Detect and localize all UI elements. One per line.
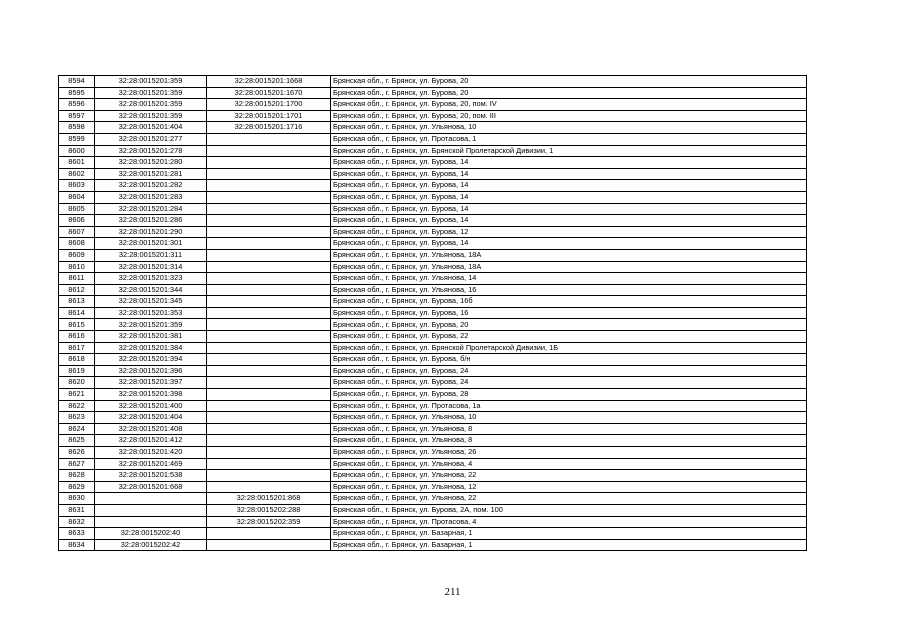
row-number-cell: 8625 (59, 435, 95, 447)
address-cell: Брянская обл., г. Брянск, ул. Бурова, 20 (331, 87, 807, 99)
address-cell: Брянская обл., г. Брянск, ул. Бурова, 24 (331, 365, 807, 377)
table-row (59, 180, 807, 192)
row-number-cell: 8616 (59, 331, 95, 343)
object-cadastral-number-cell (207, 389, 331, 401)
row-number-cell: 8604 (59, 191, 95, 203)
table-row (59, 261, 807, 273)
table-row (59, 423, 807, 435)
object-cadastral-number-cell: 32:28:0015201:1668 (207, 76, 331, 88)
address-cell: Брянская обл., г. Брянск, ул. Бурова, 14 (331, 157, 807, 169)
object-cadastral-number-cell (207, 307, 331, 319)
row-number-cell: 8619 (59, 365, 95, 377)
row-number-cell: 8626 (59, 447, 95, 459)
object-cadastral-number-cell: 32:28:0015201:1716 (207, 122, 331, 134)
cadastral-number-cell: 32:28:0015201:404 (95, 122, 207, 134)
row-number-cell: 8610 (59, 261, 95, 273)
row-number-cell: 8603 (59, 180, 95, 192)
cadastral-number-cell: 32:28:0015201:282 (95, 180, 207, 192)
object-cadastral-number-cell (207, 458, 331, 470)
object-cadastral-number-cell (207, 296, 331, 308)
cadastral-number-cell: 32:28:0015201:404 (95, 412, 207, 424)
address-cell: Брянская обл., г. Брянск, ул. Бурова, 14 (331, 238, 807, 250)
table-row (59, 504, 807, 516)
address-cell: Брянская обл., г. Брянск, ул. Ульянова, 22 (331, 493, 807, 505)
address-cell: Брянская обл., г. Брянск, ул. Бурова, 2А, пом. 100 (331, 504, 807, 516)
table-row (59, 215, 807, 227)
cadastral-number-cell: 32:28:0015201:278 (95, 145, 207, 157)
cadastral-number-cell: 32:28:0015201:301 (95, 238, 207, 250)
address-cell: Брянская обл., г. Брянск, ул. Брянской Пролетарской Дивизии, 1 (331, 145, 807, 157)
row-number-cell: 8605 (59, 203, 95, 215)
object-cadastral-number-cell: 32:28:0015201:1670 (207, 87, 331, 99)
table-row (59, 168, 807, 180)
address-cell: Брянская обл., г. Брянск, ул. Ульянова, 26 (331, 447, 807, 459)
cadastral-number-cell: 32:28:0015201:314 (95, 261, 207, 273)
row-number-cell: 8600 (59, 145, 95, 157)
row-number-cell: 8621 (59, 389, 95, 401)
cadastral-number-cell: 32:28:0015201:396 (95, 365, 207, 377)
address-cell: Брянская обл., г. Брянск, ул. Ульянова, 16 (331, 284, 807, 296)
table-row (59, 435, 807, 447)
object-cadastral-number-cell (207, 226, 331, 238)
row-number-cell: 8634 (59, 539, 95, 551)
address-cell: Брянская обл., г. Брянск, ул. Бурова, 28 (331, 389, 807, 401)
address-cell: Брянская обл., г. Брянск, ул. Бурова, 20 (331, 76, 807, 88)
address-cell: Брянская обл., г. Брянск, ул. Бурова, 24 (331, 377, 807, 389)
address-cell: Брянская обл., г. Брянск, ул. Бурова, 12 (331, 226, 807, 238)
address-cell: Брянская обл., г. Брянск, ул. Базарная, 1 (331, 539, 807, 551)
cadastral-number-cell: 32:28:0015201:344 (95, 284, 207, 296)
cadastral-number-cell (95, 493, 207, 505)
cadastral-number-cell: 32:28:0015201:283 (95, 191, 207, 203)
row-number-cell: 8606 (59, 215, 95, 227)
cadastral-number-cell: 32:28:0015201:384 (95, 342, 207, 354)
cadastral-number-cell: 32:28:0015202:40 (95, 528, 207, 540)
row-number-cell: 8612 (59, 284, 95, 296)
table-row (59, 516, 807, 528)
row-number-cell: 8601 (59, 157, 95, 169)
table-row (59, 354, 807, 366)
cadastral-number-cell: 32:28:0015201:469 (95, 458, 207, 470)
object-cadastral-number-cell (207, 180, 331, 192)
row-number-cell: 8620 (59, 377, 95, 389)
row-number-cell: 8613 (59, 296, 95, 308)
table-row (59, 539, 807, 551)
row-number-cell: 8609 (59, 249, 95, 261)
address-cell: Брянская обл., г. Брянск, ул. Ульянова, 10 (331, 412, 807, 424)
object-cadastral-number-cell: 32:28:0015201:868 (207, 493, 331, 505)
table-row (59, 122, 807, 134)
object-cadastral-number-cell (207, 273, 331, 285)
cadastral-number-cell: 32:28:0015201:284 (95, 203, 207, 215)
table-row (59, 342, 807, 354)
address-cell: Брянская обл., г. Брянск, ул. Бурова, 20, пом. IV (331, 99, 807, 111)
object-cadastral-number-cell: 32:28:0015202:288 (207, 504, 331, 516)
row-number-cell: 8598 (59, 122, 95, 134)
table-row (59, 157, 807, 169)
object-cadastral-number-cell (207, 168, 331, 180)
object-cadastral-number-cell (207, 435, 331, 447)
table-row (59, 319, 807, 331)
object-cadastral-number-cell (207, 133, 331, 145)
table-row (59, 203, 807, 215)
object-cadastral-number-cell (207, 528, 331, 540)
object-cadastral-number-cell: 32:28:0015202:359 (207, 516, 331, 528)
cadastral-number-cell: 32:28:0015201:345 (95, 296, 207, 308)
cadastral-number-cell: 32:28:0015201:359 (95, 319, 207, 331)
object-cadastral-number-cell (207, 365, 331, 377)
row-number-cell: 8596 (59, 99, 95, 111)
cadastral-number-cell: 32:28:0015201:359 (95, 87, 207, 99)
row-number-cell: 8631 (59, 504, 95, 516)
cadastral-number-cell: 32:28:0015201:398 (95, 389, 207, 401)
table-row (59, 331, 807, 343)
table-row (59, 145, 807, 157)
address-cell: Брянская обл., г. Брянск, ул. Бурова, 14 (331, 168, 807, 180)
cadastral-number-cell: 32:28:0015201:397 (95, 377, 207, 389)
row-number-cell: 8618 (59, 354, 95, 366)
row-number-cell: 8623 (59, 412, 95, 424)
cadastral-number-cell: 32:28:0015201:281 (95, 168, 207, 180)
table-row (59, 493, 807, 505)
object-cadastral-number-cell (207, 412, 331, 424)
table-row (59, 528, 807, 540)
row-number-cell: 8602 (59, 168, 95, 180)
object-cadastral-number-cell (207, 481, 331, 493)
cadastral-number-cell (95, 504, 207, 516)
cadastral-number-cell: 32:28:0015201:408 (95, 423, 207, 435)
address-cell: Брянская обл., г. Брянск, ул. Бурова, 14 (331, 180, 807, 192)
object-cadastral-number-cell: 32:28:0015201:1701 (207, 110, 331, 122)
cadastral-number-cell: 32:28:0015201:668 (95, 481, 207, 493)
table-row (59, 133, 807, 145)
table-row (59, 284, 807, 296)
row-number-cell: 8632 (59, 516, 95, 528)
cadastral-number-cell: 32:28:0015202:42 (95, 539, 207, 551)
object-cadastral-number-cell (207, 354, 331, 366)
table-row (59, 238, 807, 250)
address-cell: Брянская обл., г. Брянск, ул. Ульянова, 14 (331, 273, 807, 285)
address-cell: Брянская обл., г. Брянск, ул. Бурова, 22 (331, 331, 807, 343)
object-cadastral-number-cell (207, 470, 331, 482)
cadastral-number-cell: 32:28:0015201:277 (95, 133, 207, 145)
address-cell: Брянская обл., г. Брянск, ул. Ульянова, 18А (331, 261, 807, 273)
address-cell: Брянская обл., г. Брянск, ул. Ульянова, 18А (331, 249, 807, 261)
table-row (59, 226, 807, 238)
object-cadastral-number-cell: 32:28:0015201:1700 (207, 99, 331, 111)
cadastral-number-cell: 32:28:0015201:394 (95, 354, 207, 366)
table-row (59, 447, 807, 459)
row-number-cell: 8608 (59, 238, 95, 250)
table-row (59, 412, 807, 424)
table-row (59, 365, 807, 377)
cadastral-number-cell: 32:28:0015201:311 (95, 249, 207, 261)
cadastral-number-cell: 32:28:0015201:538 (95, 470, 207, 482)
table-row (59, 87, 807, 99)
row-number-cell: 8615 (59, 319, 95, 331)
object-cadastral-number-cell (207, 145, 331, 157)
row-number-cell: 8628 (59, 470, 95, 482)
cadastral-number-cell: 32:28:0015201:359 (95, 110, 207, 122)
table-row (59, 389, 807, 401)
address-cell: Брянская обл., г. Брянск, ул. Ульянова, 4 (331, 458, 807, 470)
row-number-cell: 8627 (59, 458, 95, 470)
cadastral-number-cell: 32:28:0015201:412 (95, 435, 207, 447)
address-cell: Брянская обл., г. Брянск, ул. Ульянова, 8 (331, 435, 807, 447)
address-cell: Брянская обл., г. Брянск, ул. Бурова, б/н (331, 354, 807, 366)
row-number-cell: 8617 (59, 342, 95, 354)
cadastral-number-cell: 32:28:0015201:353 (95, 307, 207, 319)
table-row (59, 110, 807, 122)
row-number-cell: 8614 (59, 307, 95, 319)
cadastral-number-cell: 32:28:0015201:323 (95, 273, 207, 285)
page-number: 211 (444, 586, 461, 598)
row-number-cell: 8629 (59, 481, 95, 493)
address-cell: Брянская обл., г. Брянск, ул. Протасова, 1 (331, 133, 807, 145)
cadastral-number-cell: 32:28:0015201:359 (95, 76, 207, 88)
object-cadastral-number-cell (207, 238, 331, 250)
registry-table-body (59, 76, 807, 551)
cadastral-number-cell: 32:28:0015201:420 (95, 447, 207, 459)
table-row (59, 400, 807, 412)
object-cadastral-number-cell (207, 191, 331, 203)
object-cadastral-number-cell (207, 319, 331, 331)
table-row (59, 307, 807, 319)
cadastral-number-cell: 32:28:0015201:290 (95, 226, 207, 238)
table-row (59, 191, 807, 203)
table-row (59, 481, 807, 493)
object-cadastral-number-cell (207, 342, 331, 354)
address-cell: Брянская обл., г. Брянск, ул. Ульянова, 22 (331, 470, 807, 482)
address-cell: Брянская обл., г. Брянск, ул. Бурова, 16б (331, 296, 807, 308)
object-cadastral-number-cell (207, 203, 331, 215)
registry-table (58, 75, 807, 551)
address-cell: Брянская обл., г. Брянск, ул. Базарная, 1 (331, 528, 807, 540)
object-cadastral-number-cell (207, 331, 331, 343)
table-row (59, 76, 807, 88)
object-cadastral-number-cell (207, 447, 331, 459)
address-cell: Брянская обл., г. Брянск, ул. Ульянова, 12 (331, 481, 807, 493)
object-cadastral-number-cell (207, 423, 331, 435)
address-cell: Брянская обл., г. Брянск, ул. Ульянова, 10 (331, 122, 807, 134)
cadastral-number-cell: 32:28:0015201:400 (95, 400, 207, 412)
address-cell: Брянская обл., г. Брянск, ул. Бурова, 14 (331, 191, 807, 203)
cadastral-number-cell: 32:28:0015201:359 (95, 99, 207, 111)
table-row (59, 296, 807, 308)
address-cell: Брянская обл., г. Брянск, ул. Бурова, 14 (331, 203, 807, 215)
address-cell: Брянская обл., г. Брянск, ул. Бурова, 14 (331, 215, 807, 227)
object-cadastral-number-cell (207, 377, 331, 389)
object-cadastral-number-cell (207, 400, 331, 412)
object-cadastral-number-cell (207, 215, 331, 227)
table-row (59, 99, 807, 111)
object-cadastral-number-cell (207, 249, 331, 261)
cadastral-number-cell: 32:28:0015201:280 (95, 157, 207, 169)
address-cell: Брянская обл., г. Брянск, ул. Протасова, 1а (331, 400, 807, 412)
row-number-cell: 8633 (59, 528, 95, 540)
address-cell: Брянская обл., г. Брянск, ул. Брянской Пролетарской Дивизии, 1Б (331, 342, 807, 354)
cadastral-number-cell: 32:28:0015201:286 (95, 215, 207, 227)
object-cadastral-number-cell (207, 539, 331, 551)
table-row (59, 470, 807, 482)
row-number-cell: 8594 (59, 76, 95, 88)
row-number-cell: 8599 (59, 133, 95, 145)
address-cell: Брянская обл., г. Брянск, ул. Бурова, 20, пом. III (331, 110, 807, 122)
cadastral-number-cell: 32:28:0015201:381 (95, 331, 207, 343)
row-number-cell: 8595 (59, 87, 95, 99)
table-row (59, 273, 807, 285)
row-number-cell: 8597 (59, 110, 95, 122)
address-cell: Брянская обл., г. Брянск, ул. Протасова, 4 (331, 516, 807, 528)
address-cell: Брянская обл., г. Брянск, ул. Бурова, 20 (331, 319, 807, 331)
table-row (59, 377, 807, 389)
row-number-cell: 8611 (59, 273, 95, 285)
object-cadastral-number-cell (207, 157, 331, 169)
cadastral-number-cell (95, 516, 207, 528)
address-cell: Брянская обл., г. Брянск, ул. Бурова, 16 (331, 307, 807, 319)
row-number-cell: 8622 (59, 400, 95, 412)
row-number-cell: 8624 (59, 423, 95, 435)
table-row (59, 249, 807, 261)
row-number-cell: 8630 (59, 493, 95, 505)
object-cadastral-number-cell (207, 284, 331, 296)
table-row (59, 458, 807, 470)
object-cadastral-number-cell (207, 261, 331, 273)
address-cell: Брянская обл., г. Брянск, ул. Ульянова, 8 (331, 423, 807, 435)
row-number-cell: 8607 (59, 226, 95, 238)
